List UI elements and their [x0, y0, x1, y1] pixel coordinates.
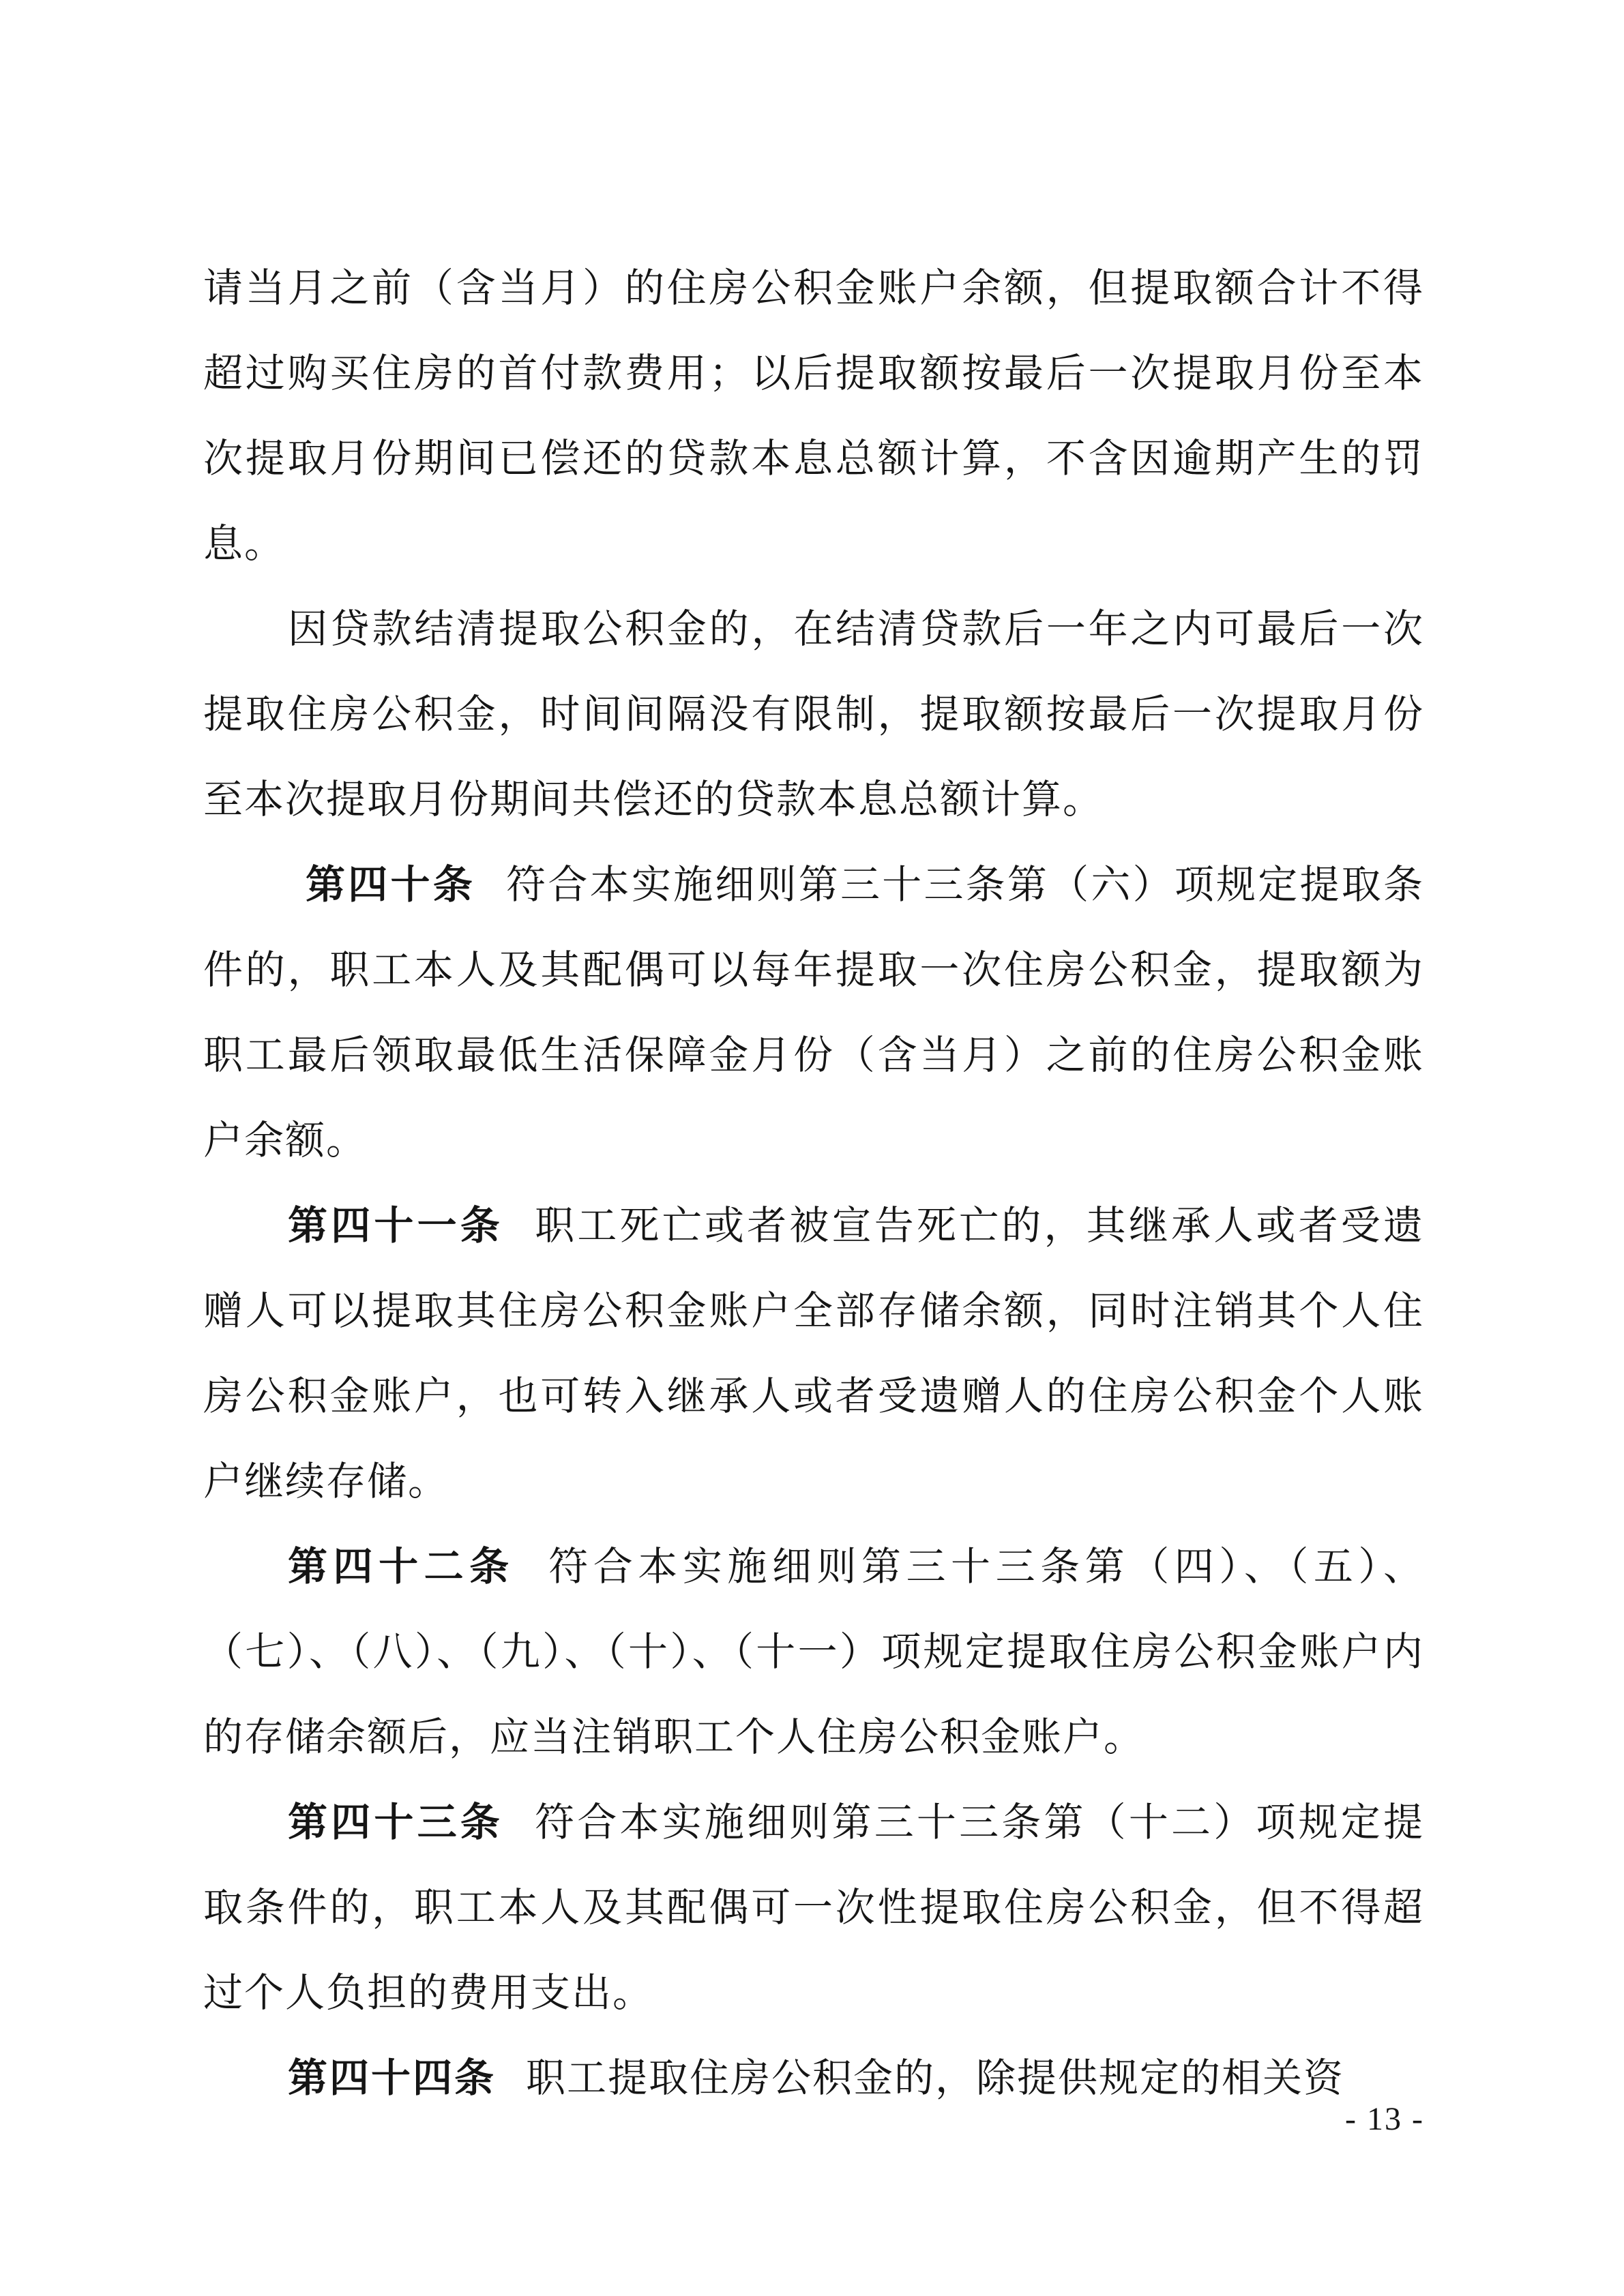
article-heading: 第四十条: [306, 861, 475, 908]
paragraph-text: 请当月之前（含当月）的住房公积金账户余额，但提取额合计不得超过购买住房的首付款费用；以后提取额按最后一次提取月份至本次提取月份期间已偿还的贷款本息总额计算，不含因逾期产生的罚息。: [203, 265, 1424, 567]
article-text: 符合本实施细则第三十三条第（四）、（五）、（七）、（八）、（九）、（十）、（十一）项规定提取住房公积金账户内的存储余额后，应当注销职工个人住房公积金账户。: [203, 1543, 1424, 1760]
article-text: 职工死亡或者被宣告死亡的，其继承人或者受遗赠人可以提取其住房公积金账户全部存储余额，同时注销其个人住房公积金账户，也可转入继承人或者受遗赠人的住房公积金个人账户继续存储。: [203, 1202, 1424, 1504]
article-heading: 第四十一条: [288, 1202, 503, 1249]
document-body: [203, 245, 1424, 2121]
article-41: [203, 1183, 1424, 1524]
article-heading: 第四十三条: [288, 1799, 503, 1845]
article-heading: 第四十四条: [288, 2055, 497, 2101]
paragraph-loan-settlement: [203, 586, 1424, 842]
page-number: - 13 -: [1345, 2101, 1424, 2137]
article-40: [203, 842, 1424, 1183]
article-heading: 第四十二条: [288, 1543, 515, 1590]
article-43: [203, 1780, 1424, 2036]
article-42: [203, 1524, 1424, 1780]
article-text: 职工提取住房公积金的，除提供规定的相关资: [526, 2055, 1345, 2101]
article-44: [203, 2036, 1424, 2121]
article-text: 符合本实施细则第三十三条第（六）项规定提取条件的，职工本人及其配偶可以每年提取一次住房公积金，提取额为职工最后领取最低生活保障金月份（含当月）之前的住房公积金账户余额。: [203, 861, 1424, 1163]
paragraph-continued: [203, 245, 1424, 586]
article-text: 符合本实施细则第三十三条第（十二）项规定提取条件的，职工本人及其配偶可一次性提取住房公积金，但不得超过个人负担的费用支出。: [203, 1799, 1424, 2016]
paragraph-text: 因贷款结清提取公积金的，在结清贷款后一年之内可最后一次提取住房公积金，时间间隔没有限制，提取额按最后一次提取月份至本次提取月份期间共偿还的贷款本息总额计算。: [203, 606, 1424, 822]
